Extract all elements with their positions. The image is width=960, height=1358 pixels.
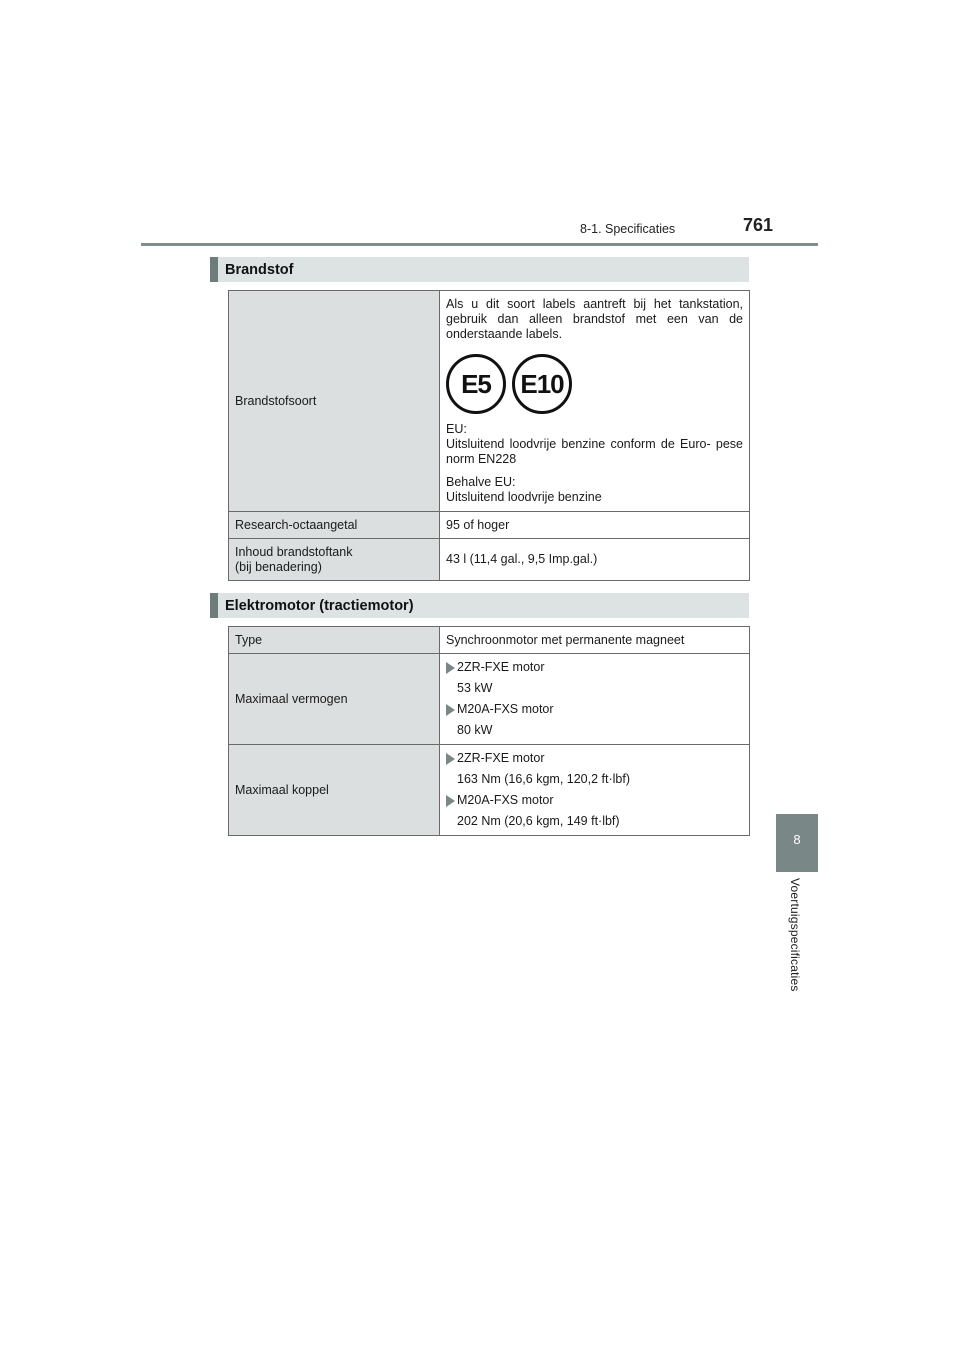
motor-type-value: Synchroonmotor met permanente magneet bbox=[440, 627, 750, 654]
bullet-arrow-icon bbox=[446, 704, 455, 716]
section-heading: 8-1. Specificaties bbox=[580, 222, 676, 236]
torque-label: Maximaal koppel bbox=[229, 745, 440, 836]
fuel-type-label: Brandstofsoort bbox=[229, 291, 440, 512]
octane-value: 95 of hoger bbox=[440, 512, 750, 539]
list-item bbox=[446, 702, 743, 717]
torque-value bbox=[440, 745, 750, 836]
tank-label bbox=[229, 539, 440, 581]
fuel-section-title bbox=[210, 257, 749, 282]
torque-figure: 202 Nm (20,6 kgm, 149 ft·lbf) bbox=[457, 814, 620, 828]
engine-name: M20A-FXS motor bbox=[457, 702, 554, 716]
engine-name: M20A-FXS motor bbox=[457, 793, 554, 807]
e5-fuel-label-icon: E5 bbox=[446, 354, 506, 414]
e10-fuel-label-icon: E10 bbox=[512, 354, 572, 414]
fuel-spec-table bbox=[228, 290, 750, 581]
fuel-type-value bbox=[440, 291, 750, 512]
table-row bbox=[229, 745, 750, 836]
power-figure: 80 kW bbox=[457, 723, 493, 737]
non-eu-text: Uitsluitend loodvrije benzine bbox=[446, 490, 602, 504]
list-item bbox=[446, 751, 743, 766]
page-number: 761 bbox=[743, 215, 774, 235]
tank-value: 43 l (11,4 gal., 9,5 Imp.gal.) bbox=[440, 539, 750, 581]
motor-type-label: Type bbox=[229, 627, 440, 654]
fuel-section-title-text: Brandstof bbox=[225, 261, 294, 278]
table-row bbox=[229, 654, 750, 745]
list-item bbox=[446, 660, 743, 675]
bullet-arrow-icon bbox=[446, 753, 455, 765]
power-label: Maximaal vermogen bbox=[229, 654, 440, 745]
eu-heading: EU: bbox=[446, 422, 467, 436]
motor-section-title-text: Elektromotor (tractiemotor) bbox=[225, 597, 414, 614]
bullet-arrow-icon bbox=[446, 662, 455, 674]
list-item bbox=[446, 793, 743, 808]
tank-label-line2: (bij benadering) bbox=[235, 559, 322, 574]
motor-spec-table bbox=[228, 626, 750, 836]
header-divider bbox=[141, 243, 818, 246]
table-row bbox=[229, 291, 750, 512]
octane-label: Research-octaangetal bbox=[229, 512, 440, 539]
chapter-tab bbox=[776, 814, 818, 872]
engine-name: 2ZR-FXE motor bbox=[457, 751, 545, 765]
non-eu-heading: Behalve EU: bbox=[446, 475, 516, 489]
torque-figure: 163 Nm (16,6 kgm, 120,2 ft·lbf) bbox=[457, 772, 630, 786]
power-figure: 53 kW bbox=[457, 681, 493, 695]
fuel-label-intro: Als u dit soort labels aantreft bij het tankstation, gebruik dan alleen brandstof met een van de onderstaande labels. bbox=[446, 297, 743, 341]
table-row bbox=[229, 539, 750, 581]
chapter-number: 8 bbox=[793, 832, 801, 847]
eu-text: Uitsluitend loodvrije benzine conform de Euro- pese norm EN228 bbox=[446, 437, 743, 466]
motor-section-title bbox=[210, 593, 749, 618]
bullet-arrow-icon bbox=[446, 795, 455, 807]
table-row bbox=[229, 512, 750, 539]
chapter-label: Voertuigspecificaties bbox=[788, 878, 802, 992]
table-row bbox=[229, 627, 750, 654]
tank-label-line1: Inhoud brandstoftank bbox=[235, 544, 353, 559]
power-value bbox=[440, 654, 750, 745]
fuel-logos bbox=[446, 354, 743, 414]
engine-name: 2ZR-FXE motor bbox=[457, 660, 545, 674]
